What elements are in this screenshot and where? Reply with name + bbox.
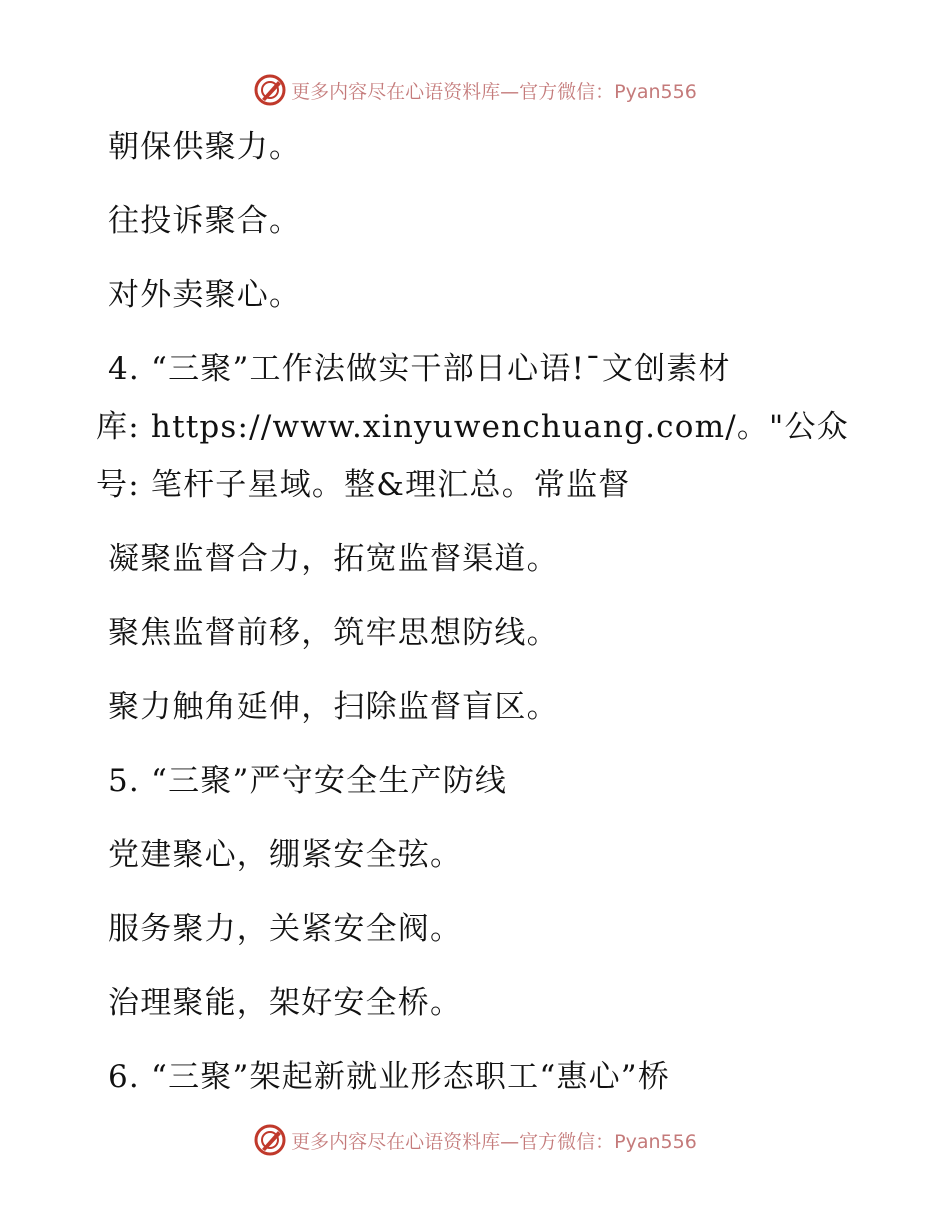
body-line: 聚焦监督前移，筑牢思想防线。 <box>108 615 559 651</box>
body-line: 对外卖聚心。 <box>108 277 302 313</box>
logo-pen-icon <box>253 1123 287 1157</box>
body-line: 党建聚心，绷紧安全弦。 <box>108 837 463 873</box>
body-line: 治理聚能，架好安全桥。 <box>108 985 463 1021</box>
body-line: 往投诉聚合。 <box>108 203 302 239</box>
header-banner-text: 更多内容尽在心语资料库—官方微信：Pyan556 <box>291 80 697 103</box>
body-line: 服务聚力，关紧安全阀。 <box>108 911 463 947</box>
body-line: 号: 笔杆子星域。整&理汇总。常监督 <box>96 467 631 503</box>
body-line: 聚力触角延伸，扫除监督盲区。 <box>108 689 559 725</box>
page-footer-watermark <box>0 1120 950 1160</box>
body-line: 凝聚监督合力，拓宽监督渠道。 <box>108 541 559 577</box>
body-line: 库: https://www.xinyuwenchuang.com/。"公众 <box>96 409 849 445</box>
body-line: 5. “三聚”严守安全生产防线 <box>108 763 508 799</box>
body-line: 6. “三聚”架起新就业形态职工“惠心”桥 <box>108 1059 671 1095</box>
body-line: 4. “三聚”工作法做实干部日心语!¯文创素材 <box>108 351 731 387</box>
footer-banner-text: 更多内容尽在心语资料库—官方微信：Pyan556 <box>291 1130 697 1153</box>
body-line: 朝保供聚力。 <box>108 129 302 165</box>
